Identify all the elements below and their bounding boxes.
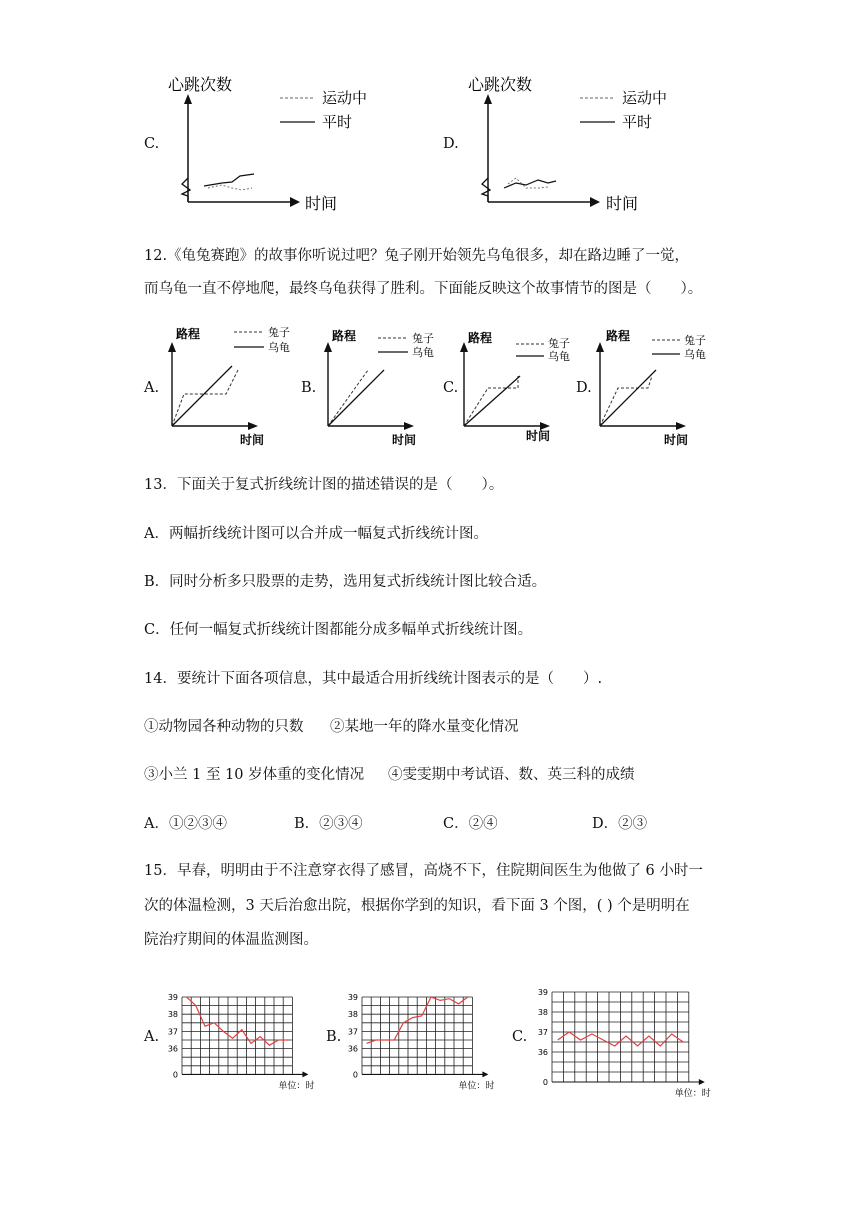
q13-option-a: A．两幅折线统计图可以合并成一幅复式折线统计图。 (144, 526, 488, 542)
y-tick-label: 39 (347, 993, 358, 1002)
y-axis-label: 路程 (468, 331, 493, 345)
q15-option-c-label: C. (512, 1029, 528, 1045)
y-tick-label: 39 (167, 993, 178, 1002)
q14-option-d: D．②③ (592, 816, 648, 832)
legend-tortoise: 乌龟 (684, 348, 706, 361)
y-tick-label: 0 (172, 1070, 178, 1080)
q15-temperature-chart-a (160, 985, 330, 1095)
x-axis-arrow (482, 1071, 488, 1077)
legend-rabbit: 兔子 (412, 332, 434, 345)
x-axis-label: 时间 (526, 429, 551, 443)
x-axis-label: 时间 (392, 433, 417, 447)
option-label: C. (443, 380, 459, 396)
x-axis-arrow (699, 1079, 705, 1085)
legend-normal: 平时 (622, 113, 653, 131)
q15-stem-line3: 院治疗期间的体温监测图。 (144, 932, 318, 948)
q14-item-3: ③小兰 1 至 10 岁体重的变化情况 (144, 767, 365, 783)
legend-rabbit: 兔子 (268, 326, 290, 339)
q11-heartbeat-chart-d (460, 66, 680, 216)
q13-stem: 13．下面关于复式折线统计图的描述错误的是（ ）。 (144, 477, 504, 493)
y-axis-label: 心跳次数 (468, 75, 533, 94)
unit-label: 单位：时 (458, 1081, 495, 1092)
q12-race-chart-a (160, 320, 300, 450)
y-tick-label: 36 (347, 1044, 358, 1054)
legend-exercise: 运动中 (622, 89, 668, 107)
y-tick-label: 0 (542, 1078, 548, 1087)
option-label: B. (301, 380, 317, 396)
q14-stem: 14．要统计下面各项信息，其中最适合用折线统计图表示的是（ ）. (144, 671, 603, 687)
q13-option-c: C．任何一幅复式折线统计图都能分成多幅单式折线统计图。 (144, 622, 533, 638)
q14-item-1: ①动物园各种动物的只数 (144, 719, 304, 735)
q15-stem-line2: 次的体温检测，3 天后治愈出院，根据你学到的知识，看下面 3 个图，( ) 个是明明在 (144, 898, 690, 914)
q12-race-chart-c (452, 320, 592, 450)
legend-exercise: 运动中 (322, 89, 368, 107)
legend-tortoise: 乌龟 (412, 346, 434, 359)
y-axis-label: 心跳次数 (168, 75, 233, 94)
y-axis-label: 路程 (176, 327, 201, 341)
q12-race-chart-d (588, 320, 728, 450)
x-axis-label: 时间 (240, 433, 265, 447)
y-tick-label: 37 (537, 1028, 548, 1037)
y-tick-label: 37 (167, 1027, 178, 1037)
q14-item-2: ②某地一年的降水量变化情况 (330, 719, 519, 735)
q14-option-a: A．①②③④ (144, 816, 227, 832)
q11-heartbeat-chart-c (160, 66, 368, 216)
y-tick-label: 39 (537, 988, 548, 997)
option-label: D. (443, 136, 459, 152)
q14-option-c: C．②④ (443, 816, 498, 832)
unit-label: 单位：时 (674, 1089, 711, 1099)
y-axis-label: 路程 (332, 329, 357, 343)
q15-temperature-chart-b (340, 985, 510, 1095)
q14-option-b: B．②③④ (294, 816, 363, 832)
y-tick-label: 38 (537, 1008, 548, 1017)
legend-tortoise: 乌龟 (548, 350, 570, 363)
legend-normal: 平时 (322, 113, 353, 131)
y-tick-label: 36 (167, 1044, 178, 1054)
q15-stem-line1: 15．早春，明明由于不注意穿衣得了感冒，高烧不下，住院期间医生为他做了 6 小时一 (144, 863, 703, 879)
option-label: C. (144, 136, 160, 152)
x-axis-arrow (302, 1071, 308, 1077)
x-axis-label: 时间 (305, 194, 338, 213)
legend-rabbit: 兔子 (548, 337, 570, 350)
q15-option-a-label: A. (144, 1029, 160, 1045)
option-label: A. (144, 380, 160, 396)
legend-rabbit: 兔子 (684, 334, 706, 347)
y-tick-label: 37 (347, 1027, 358, 1037)
legend-tortoise: 乌龟 (268, 341, 290, 354)
q13-option-b: B．同时分析多只股票的走势，选用复式折线统计图比较合适。 (144, 574, 547, 590)
option-label: D. (576, 380, 592, 396)
q12-race-chart-b (316, 320, 459, 450)
y-tick-label: 38 (167, 1010, 178, 1020)
unit-label: 单位：时 (278, 1081, 315, 1092)
y-tick-label: 0 (352, 1070, 358, 1080)
q15-option-b-label: B. (326, 1029, 342, 1045)
x-axis-label: 时间 (606, 194, 639, 213)
y-axis-label: 路程 (606, 329, 631, 343)
x-axis-label: 时间 (664, 433, 689, 447)
q15-temperature-chart-c (528, 980, 718, 1102)
q14-item-4: ④雯雯期中考试语、数、英三科的成绩 (388, 767, 635, 783)
q12-stem-line2: 而乌龟一直不停地爬，最终乌龟获得了胜利。下面能反映这个故事情节的图是（ ）。 (144, 281, 703, 297)
y-tick-label: 38 (347, 1010, 358, 1020)
q12-stem-line1: 12.《龟兔赛跑》的故事你听说过吧？兔子刚开始领先乌龟很多，却在路边睡了一觉， (144, 248, 690, 264)
y-tick-label: 36 (537, 1048, 548, 1057)
